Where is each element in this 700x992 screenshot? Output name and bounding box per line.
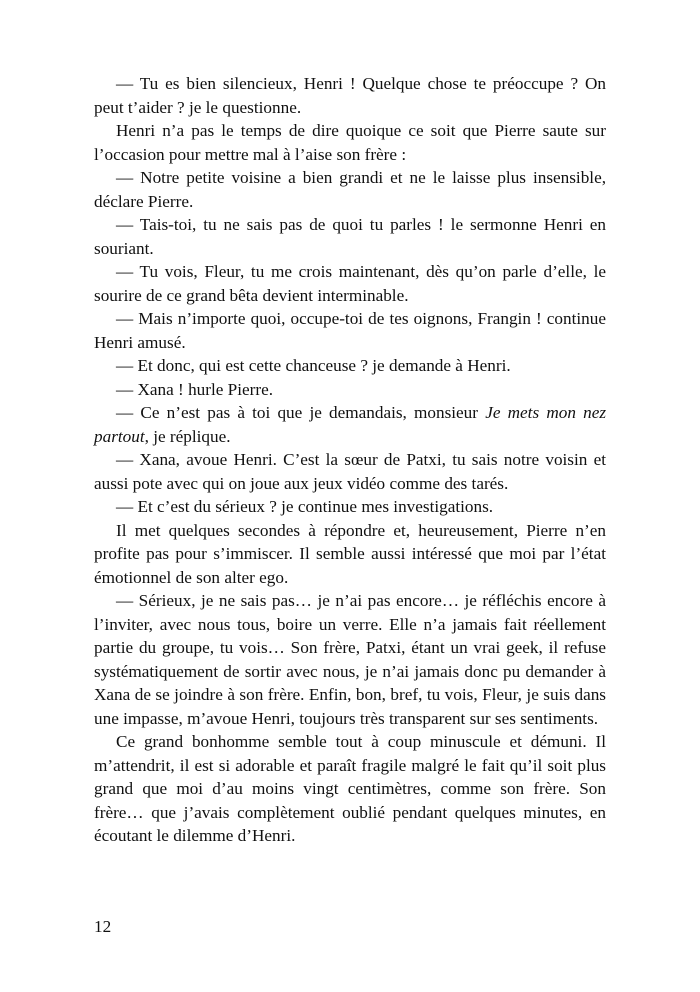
paragraph-with-italic	[94, 401, 606, 448]
paragraph: Henri n’a pas le temps de dire quoique ce soit que Pierre saute sur l’occasion pour mettre mal à l’aise son frère :	[94, 121, 606, 164]
paragraph-text-before: — Ce n’est pas à toi que je demandais, monsieur	[116, 403, 486, 422]
paragraph: — Sérieux, je ne sais pas… je n’ai pas encore… je réfléchis encore à l’inviter, avec nous tous, boire un verre. Elle n’a jamais fait réellement partie du groupe, tu vois… Son frère, Patxi, étant un vrai geek, il refuse systématiquement de sortir avec nous, je n’ai jamais donc pu demander à Xana de se joindre à son frère. Enfin, bon, bref, tu vois, Fleur, je suis dans une impasse, m’avoue Henri, toujours très transparent sur ses sentiments.	[94, 591, 606, 728]
paragraph: — Tu es bien silencieux, Henri ! Quelque chose te préoccupe ? On peut t’aider ? je le questionne.	[94, 74, 606, 117]
paragraph: — Tu vois, Fleur, tu me crois maintenant, dès qu’on parle d’elle, le sourire de ce grand bêta devient interminable.	[94, 262, 606, 305]
paragraph: — Et donc, qui est cette chanceuse ? je demande à Henri.	[116, 356, 511, 375]
page-number: 12	[94, 917, 112, 936]
paragraph: — Xana, avoue Henri. C’est la sœur de Patxi, tu sais notre voisin et aussi pote avec qui on joue aux jeux vidéo comme des tarés.	[94, 450, 606, 493]
paragraph: — Notre petite voisine a bien grandi et ne le laisse plus insensible, déclare Pierre.	[94, 168, 606, 211]
paragraph: — Xana ! hurle Pierre.	[116, 379, 274, 399]
paragraph: — Mais n’importe quoi, occupe-toi de tes oignons, Frangin ! continue Henri amusé.	[94, 309, 606, 352]
paragraph: — Tais-toi, tu ne sais pas de quoi tu parles ! le sermonne Henri en souriant.	[94, 215, 606, 258]
paragraph: Il met quelques secondes à répondre et, heureusement, Pierre n’en profite pas pour s’immiscer. Il semble aussi intéressé que moi par l’état émotionnel de son alter ego.	[94, 520, 606, 587]
paragraph: Ce grand bonhomme semble tout à coup minuscule et démuni. Il m’attendrit, il est si adorable et paraît fragile malgré le fait qu’il soit plus grand que moi d’au moins vingt centimètres, comme son frère. Son frère… que j’avais complètement oublié pendant quelques minutes, en écoutant le dilemme d’Henri.	[94, 732, 606, 845]
italic-phrase: Je mets mon nez partout	[94, 403, 607, 446]
book-page-text	[94, 72, 606, 848]
paragraph: — Et c’est du sérieux ? je continue mes investigations.	[116, 497, 494, 516]
paragraph-text-after: , je réplique.	[144, 426, 231, 446]
